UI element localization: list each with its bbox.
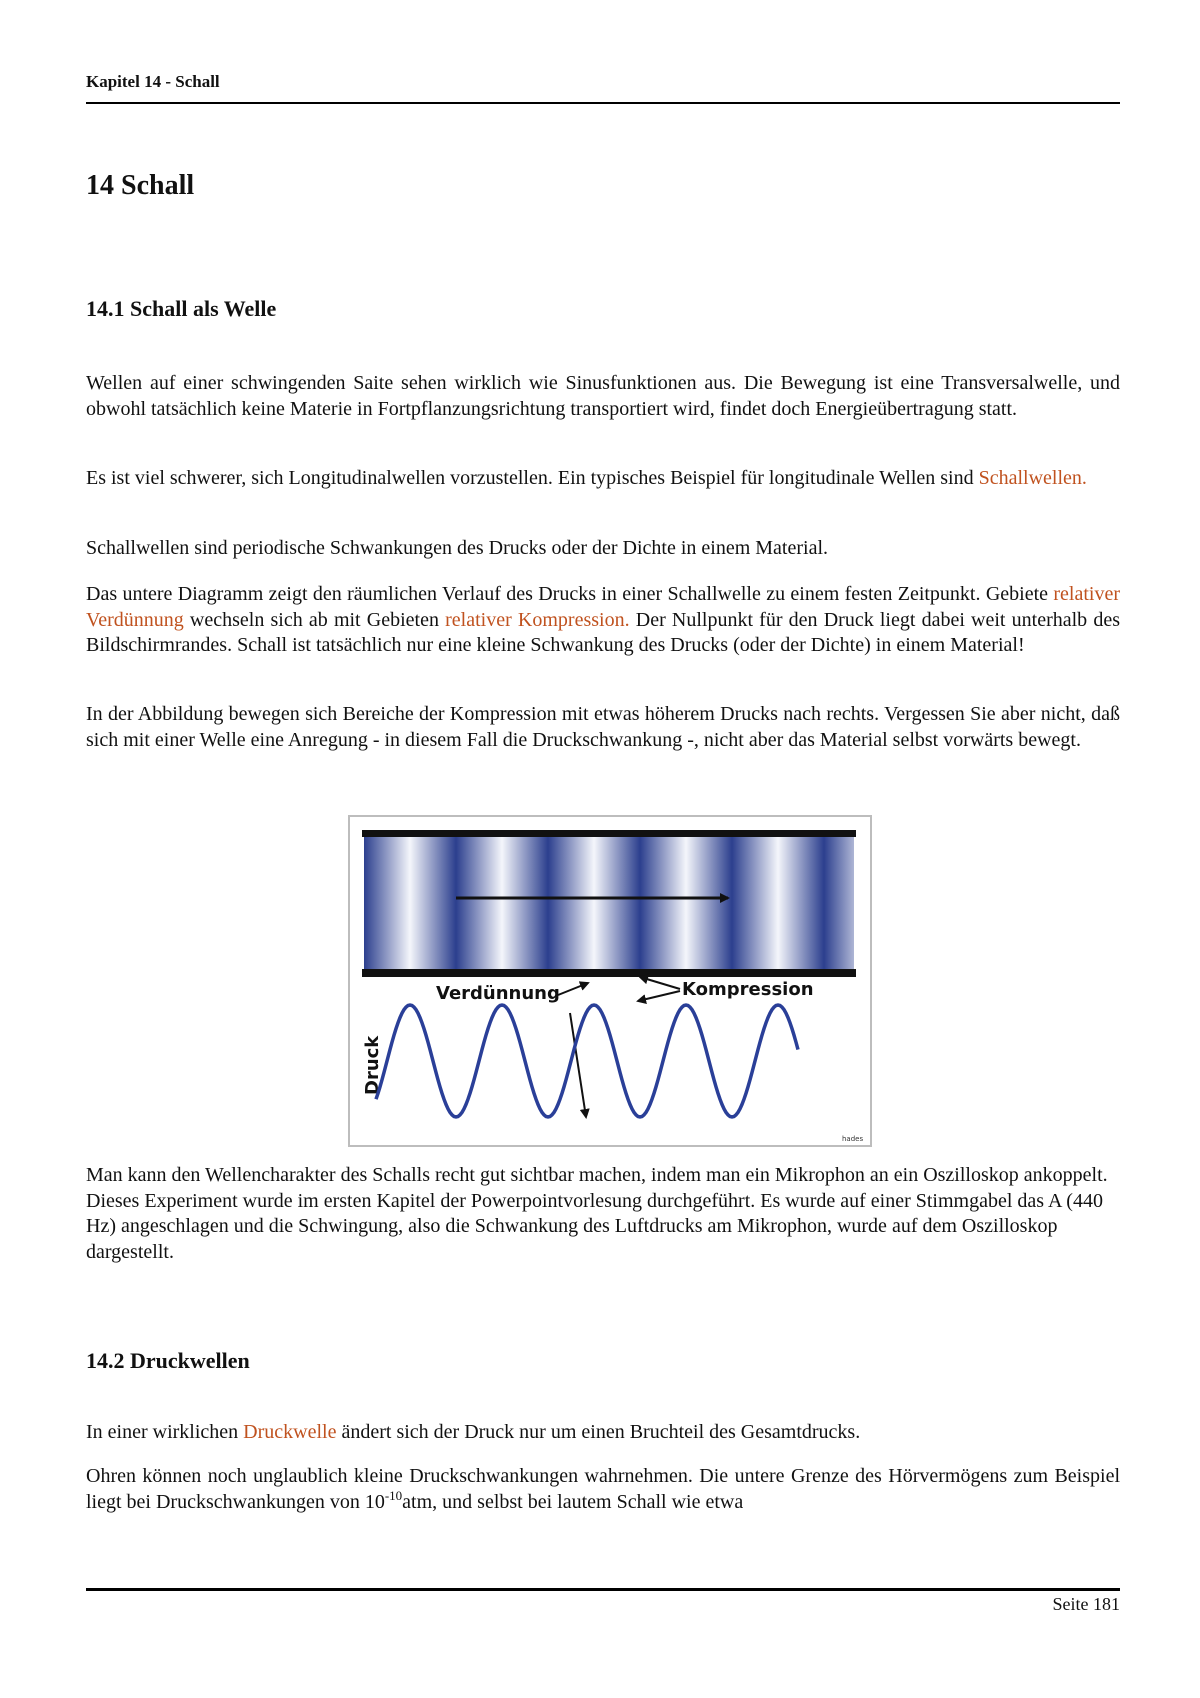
arrow-verduennung (558, 983, 588, 995)
density-bands (364, 833, 854, 971)
paragraph-7-text-b: ändert sich der Druck nur um einen Bruchteil des Gesamtdrucks. (336, 1421, 861, 1443)
label-druck: Druck (362, 1035, 383, 1095)
arrow-kompression-2 (638, 991, 680, 1001)
paragraph-3: Schallwellen sind periodische Schwankungen des Drucks oder der Dichte in einem Material. (86, 537, 829, 559)
paragraph-2-text: Es ist viel schwerer, sich Longitudinalwellen vorzustellen. Ein typisches Beispiel für longitudinale Wellen sind (86, 467, 979, 489)
paragraph-2 (86, 466, 1120, 492)
paragraph-6: Man kann den Wellencharakter des Schalls recht gut sichtbar machen, indem man ein Mikrophon an ein Oszilloskop ankoppelt. Dieses Experiment wurde im ersten Kapitel der Powerpointvorlesung durchgeführt. Es wurde auf einer Stimmgabel das A (440 Hz) angeschlagen und die Schwingung, also die Schwankung des Luftdrucks am Mikrophon, wurde auf dem Oszilloskop dargestellt. (86, 1164, 1108, 1263)
paragraph-8-text-b: atm, und selbst bei lautem Schall wie etwa (402, 1490, 744, 1513)
header-title: Kapitel 14 - Schall (86, 72, 220, 91)
arrow-verduennung-down (570, 1013, 586, 1117)
label-verduennung: Verdünnung (436, 983, 560, 1004)
paragraph-1: Wellen auf einer schwingenden Saite sehen wirklich wie Sinusfunktionen aus. Die Bewegung ist eine Transversalwelle, und obwohl tatsächlich keine Materie in Fortpflanzungsrichtung transportiert wird, findet doch Energieübertragung statt. (86, 372, 1120, 420)
section-title-2: 14.2 Druckwellen (86, 1348, 250, 1373)
paragraph-8-text-a: Ohren können noch unglaublich kleine Druckschwankungen wahrnehmen. Die untere Grenze des Hörvermögens zum Beispiel liegt bei Druckschwankungen von 10 (86, 1465, 1120, 1513)
paragraph-4-text-a: Das untere Diagramm zeigt den räumlichen Verlauf des Drucks in einer Schallwelle zu einem festen Zeitpunkt. Gebiete (86, 583, 1054, 605)
tube-bottom-wall (362, 969, 856, 977)
link-druckwelle[interactable]: Druckwelle (243, 1421, 337, 1443)
paragraph-7-text-a: In einer wirklichen (86, 1421, 244, 1443)
sound-wave-figure (348, 815, 872, 1147)
page-number: Seite 181 (1052, 1594, 1120, 1614)
section-title-1: 14.1 Schall als Welle (86, 296, 277, 321)
link-relativer-verduennung[interactable]: relativer Verdünnung (86, 583, 1120, 631)
link-schallwellen[interactable]: Schallwellen. (978, 467, 1087, 489)
tube-top-wall (362, 830, 856, 837)
footer-rule (86, 1588, 1120, 1591)
arrow-kompression-1 (640, 977, 680, 989)
label-kompression: Kompression (682, 979, 814, 1000)
paragraph-5: In der Abbildung bewegen sich Bereiche der Kompression mit etwas höherem Drucks nach rechts. Vergessen Sie aber nicht, daß sich mit einer Welle eine Anregung - in diesem Fall die Druckschwankung -, nicht aber das Material selbst vorwärts bewegt. (86, 703, 1120, 751)
exponent: -10 (384, 1487, 403, 1503)
paragraph-7 (86, 1420, 1120, 1446)
pressure-curve (376, 1005, 798, 1117)
paragraph-8 (86, 1464, 1120, 1515)
link-relativer-kompression[interactable]: relativer Kompression. (445, 608, 630, 631)
paragraph-4-text-c: Der Nullpunkt für den Druck liegt dabei weit unterhalb des Bildschirmrandes. Schall ist tatsächlich nur eine kleine Schwankung des Drucks (oder der Dichte) in einem Material! (86, 608, 1121, 656)
sound-wave-diagram (350, 817, 870, 1145)
figure-credit: hades (842, 1135, 864, 1143)
paragraph-4 (86, 582, 1120, 659)
chapter-title: 14 Schall (86, 170, 195, 201)
paragraph-4-text-b: wechseln sich ab mit Gebieten (183, 608, 446, 631)
page-header (86, 70, 1120, 104)
